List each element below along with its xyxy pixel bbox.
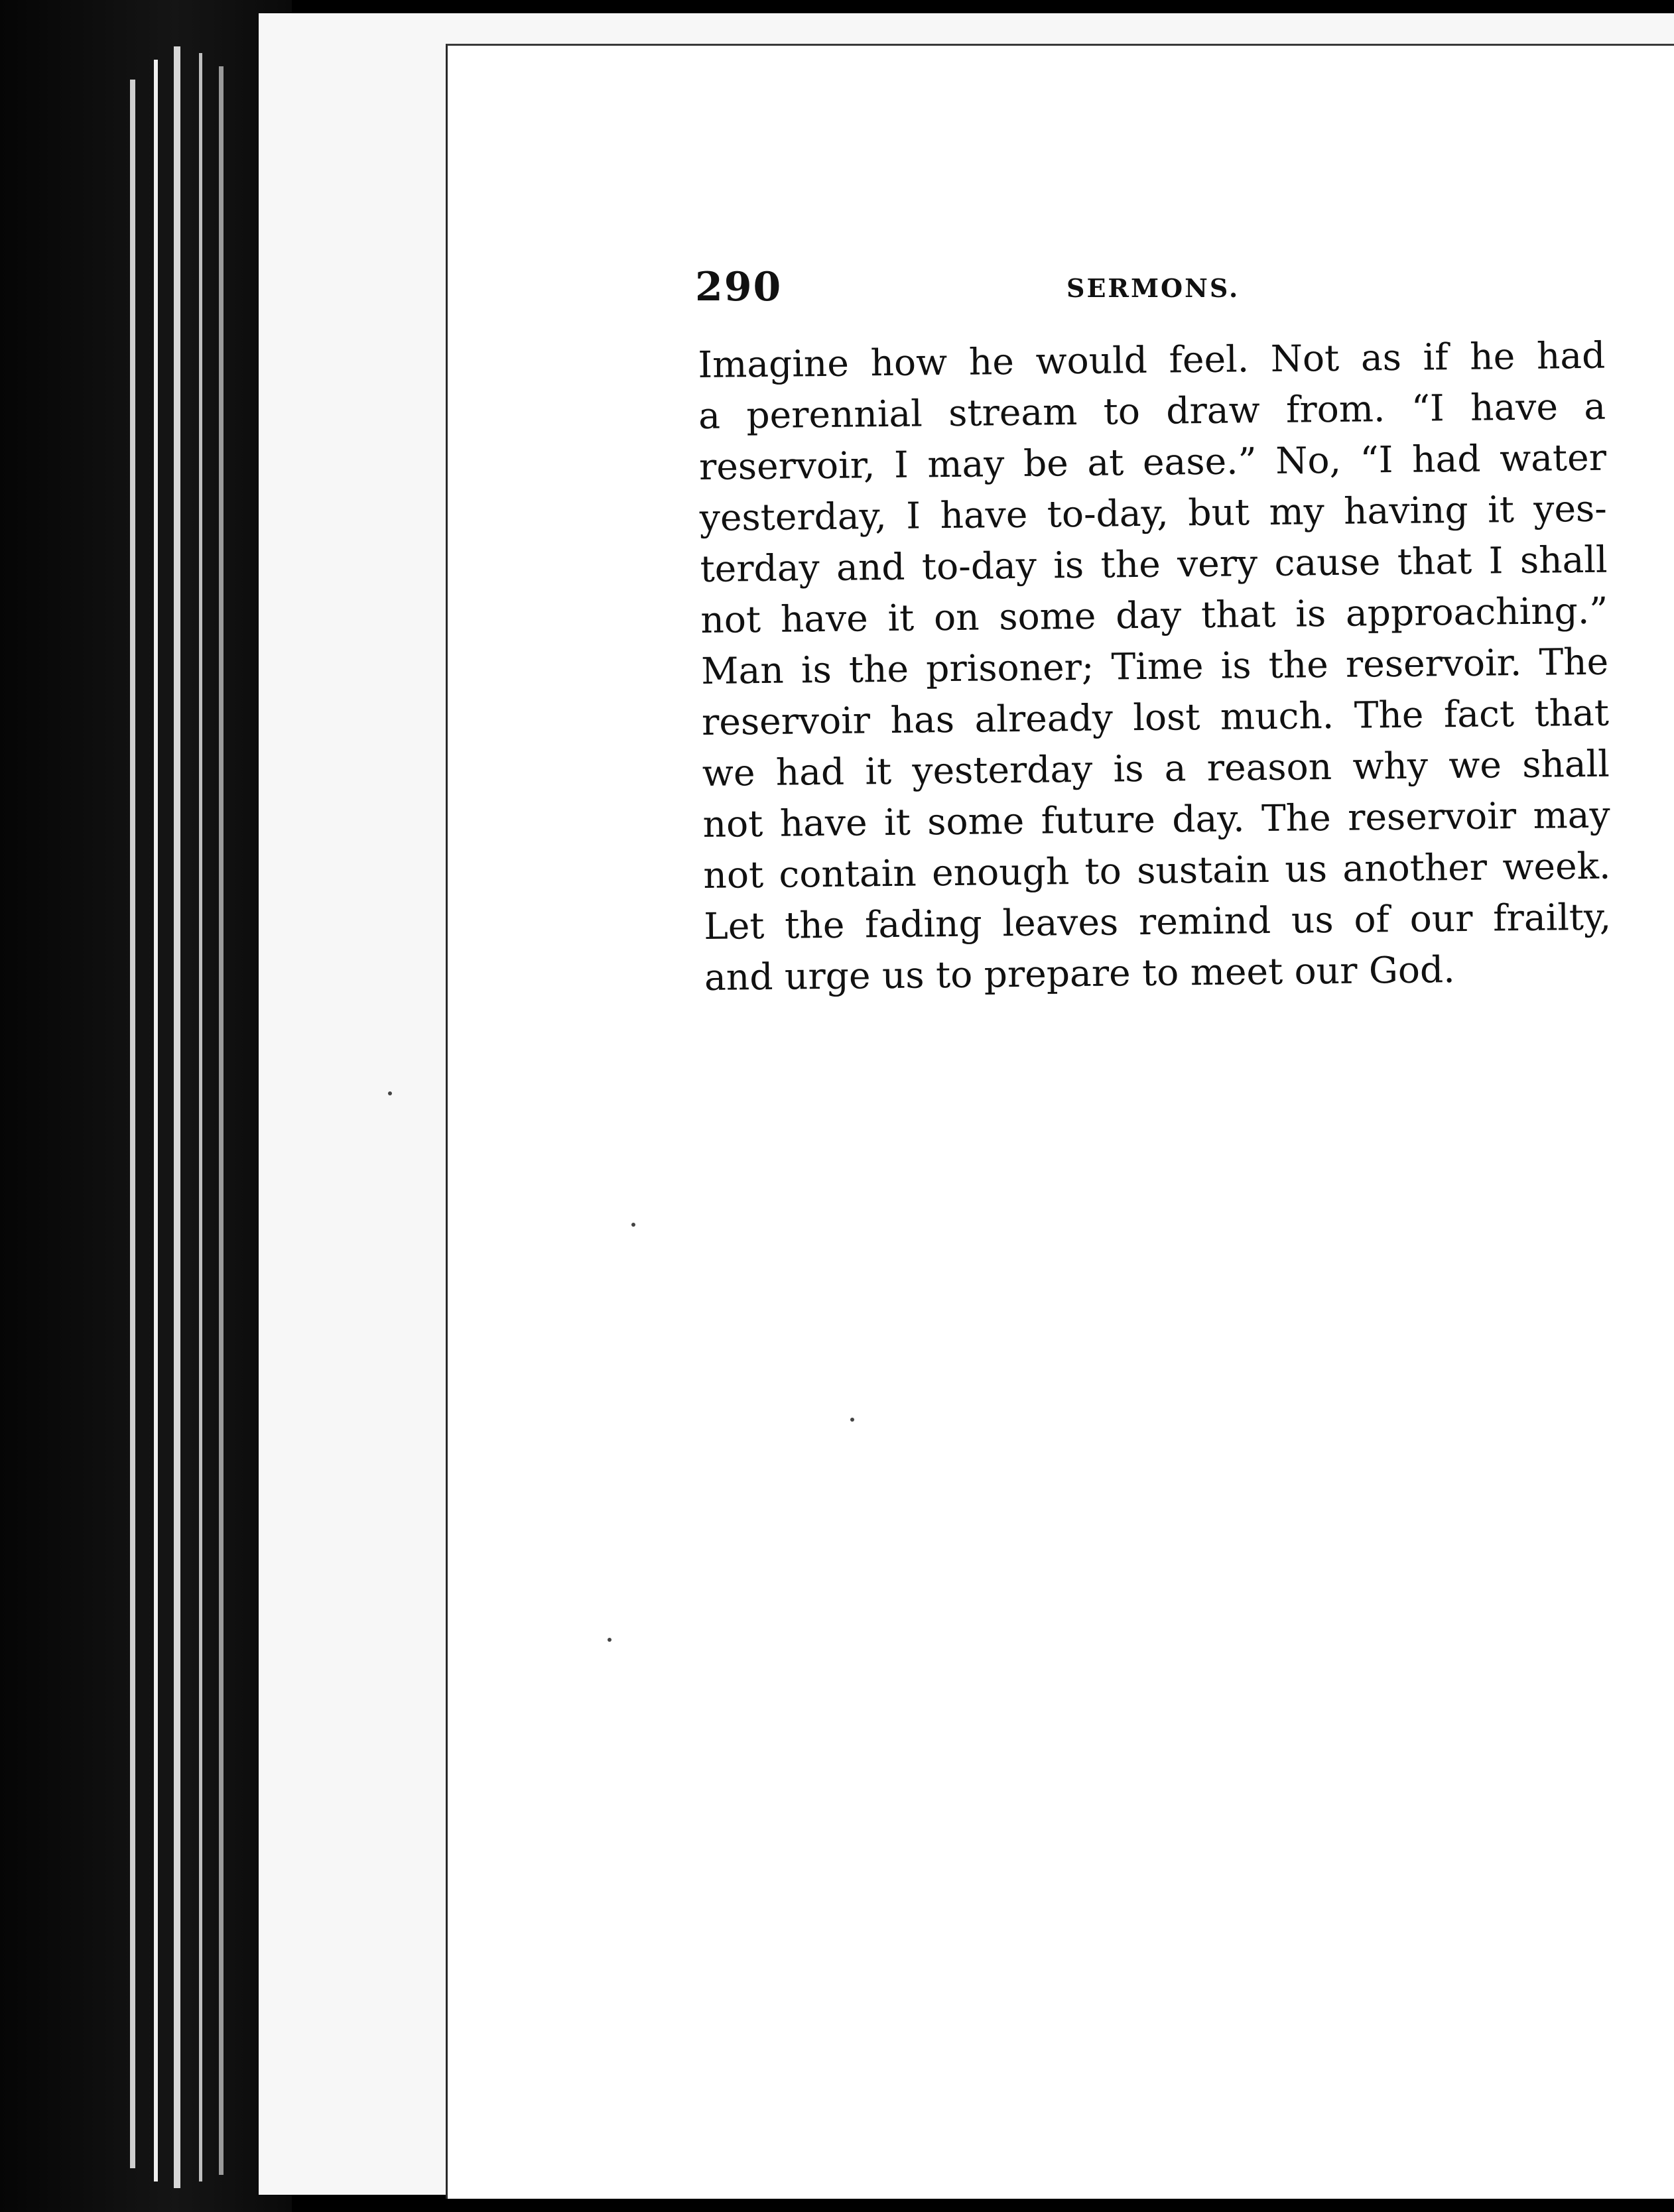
text-line: terday and to-day is the very cause that I shall xyxy=(700,538,1608,590)
scan-speck xyxy=(850,1418,854,1422)
book-spine xyxy=(0,0,292,2212)
page-edge xyxy=(130,80,135,2168)
text-line: Let the fading leaves remind us of our frailty, xyxy=(703,895,1612,948)
text-line: not have it on some day that is approaching.” xyxy=(700,589,1608,641)
scan-speck xyxy=(631,1223,635,1227)
page-header xyxy=(695,264,1597,310)
text-line: Man is the prisoner; Time is the reservoir. The xyxy=(700,640,1609,692)
body-text xyxy=(698,330,1612,1003)
page-edge xyxy=(219,66,224,2175)
text-line: a perennial stream to draw from. “I have a xyxy=(698,385,1606,437)
text-line: yesterday, I have to-day, but my having it yes- xyxy=(699,487,1608,539)
text-line: we had it yesterday is a reason why we shall xyxy=(702,742,1610,794)
text-line: reservoir has already lost much. The fact that xyxy=(701,691,1610,743)
page-edge xyxy=(199,53,202,2181)
scan-speck xyxy=(388,1091,392,1095)
text-line: not have it some future day. The reservoir may xyxy=(702,793,1610,845)
page-edge xyxy=(154,60,158,2181)
text-line: Imagine how he would feel. Not as if he had xyxy=(698,334,1606,386)
page-number: 290 xyxy=(695,264,783,310)
text-line: and urge us to prepare to meet our God. xyxy=(704,948,1455,999)
text-line: reservoir, I may be at ease.” No, “I had water xyxy=(698,436,1607,488)
page-edge xyxy=(174,46,180,2188)
running-head: SERMONS. xyxy=(1066,273,1240,303)
scan-speck xyxy=(608,1638,612,1642)
text-line: not contain enough to sustain us another week. xyxy=(703,844,1611,896)
